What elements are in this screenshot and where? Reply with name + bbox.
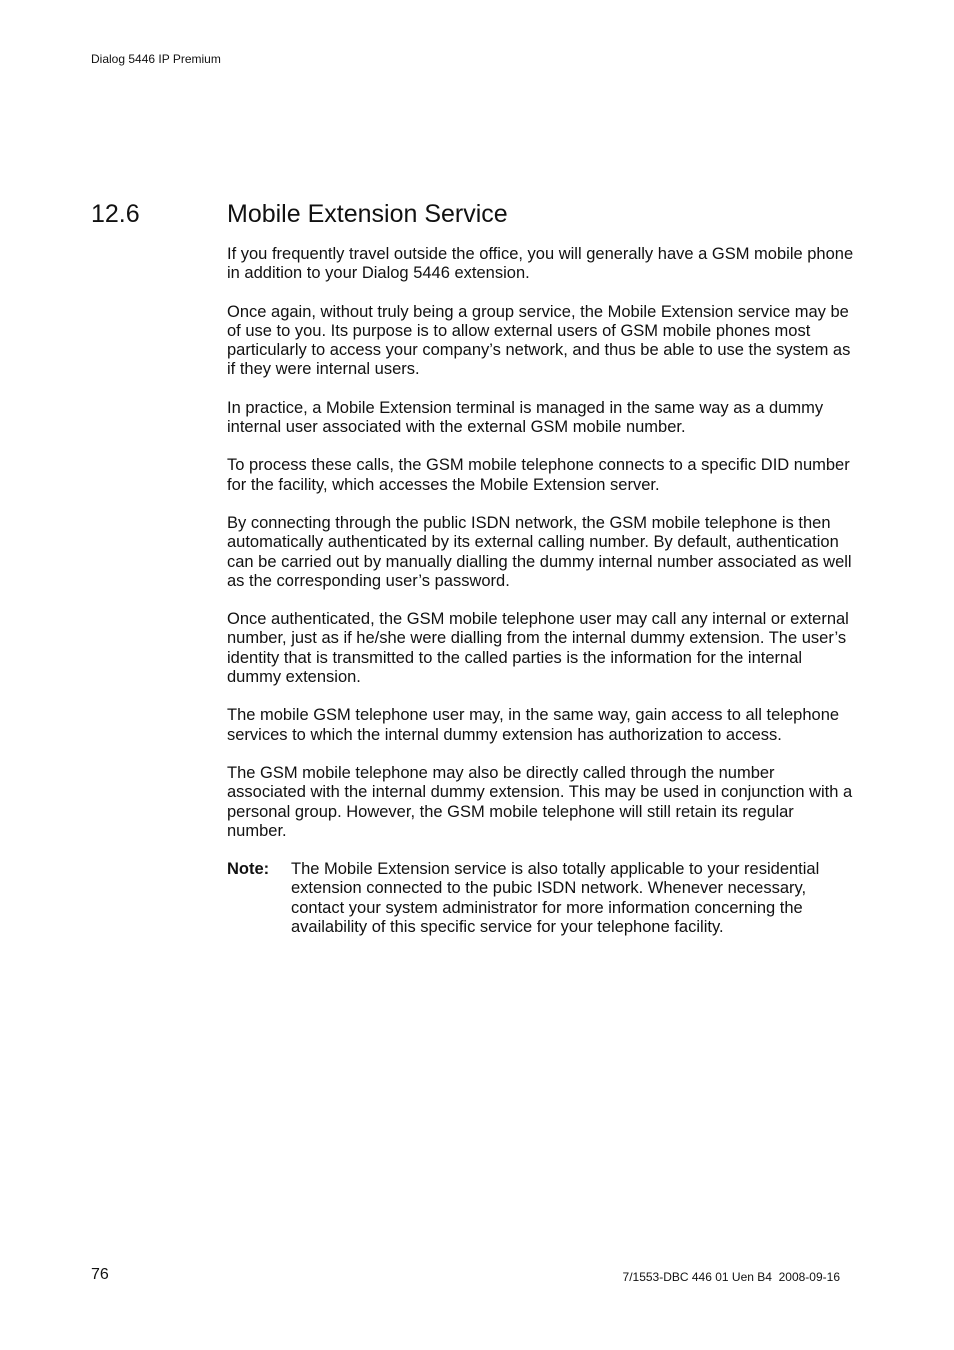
section-title: Mobile Extension Service [227,200,508,228]
document-id: 7/1553-DBC 446 01 Uen B4 2008-09-16 [622,1270,840,1284]
section-number: 12.6 [91,200,140,228]
section-heading [91,199,851,229]
paragraph: To process these calls, the GSM mobile telephone connects to a specific DID number for the facility, which accesses the Mobile Extension server. [227,456,850,494]
paragraph: By connecting through the public ISDN network, the GSM mobile telephone is then automatically authenticated by its external calling number. By default, authentication can be carried out by manually dialling the dummy internal number associated as well as the corresponding user’s password. [227,513,852,590]
paragraph: Once authenticated, the GSM mobile telephone user may call any internal or external number, just as if he/she were dialling from the internal dummy extension. The user’s identity that is transmitted to the called parties is the information for the internal dummy extension. [227,610,849,687]
note-label: Note: [227,860,270,879]
note [227,860,857,937]
note-text: The Mobile Extension service is also totally applicable to your residential extension connected to the pubic ISDN network. Whenever necessary, contact your system administrator for more information concerning the availability of this specific service for your telephone facility. [291,860,820,937]
paragraph: Once again, without truly being a group service, the Mobile Extension service may be of use to you. Its purpose is to allow external users of GSM mobile phones most particularly to access your company’s network, and thus be able to use the system as if they were internal users. [227,302,851,379]
body-text [227,245,857,937]
paragraph: In practice, a Mobile Extension terminal is managed in the same way as a dummy internal user associated with the external GSM mobile number. [227,398,824,437]
running-header: Dialog 5446 IP Premium [91,52,221,66]
paragraph: The GSM mobile telephone may also be directly called through the number associated with the internal dummy extension. This may be used in conjunction with a personal group. However, the GSM mobile telephone will still retain its regular number. [227,763,853,840]
paragraph: The mobile GSM telephone user may, in the same way, gain access to all telephone services to which the internal dummy extension has authorization to access. [227,706,840,744]
page-number: 76 [91,1266,109,1283]
paragraph: If you frequently travel outside the office, you will generally have a GSM mobile phone in addition to your Dialog 5446 extension. [227,245,854,283]
